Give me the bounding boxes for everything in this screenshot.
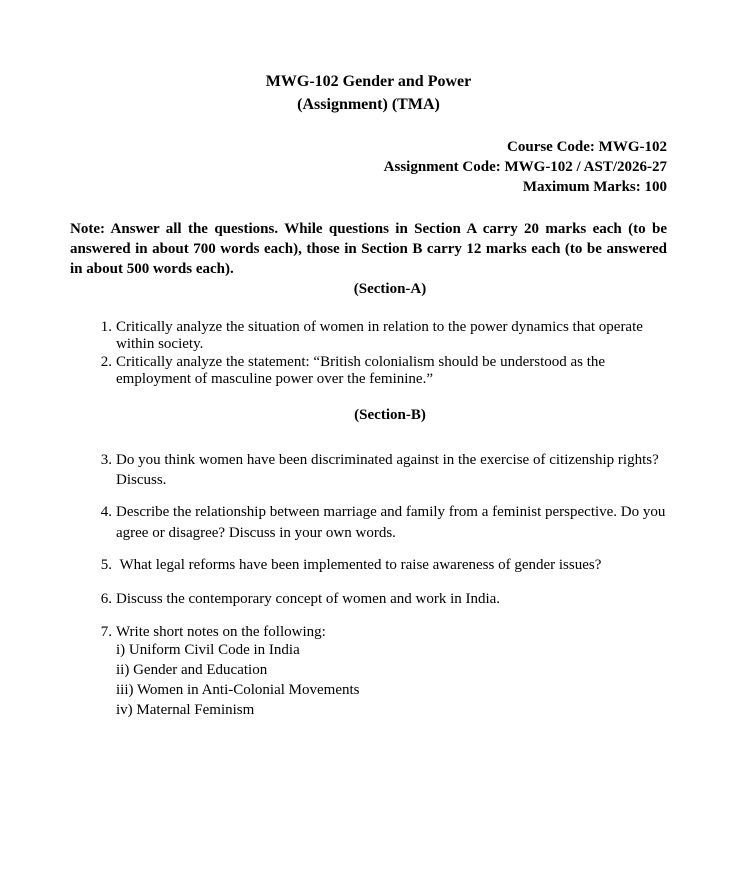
question-number: 1. [100, 319, 112, 335]
short-note-item: iii) Women in Anti-Colonial Movements [116, 682, 360, 698]
short-note-item: ii) Gender and Education [116, 662, 268, 678]
question-number: 3. [100, 452, 112, 468]
document-title: MWG-102 Gender and Power [265, 73, 472, 90]
short-note-item: iv) Maternal Feminism [116, 702, 255, 718]
section-a-heading: (Section-A) [353, 281, 427, 297]
question-number: 4. [100, 504, 112, 520]
question-text: Describe the relationship between marriage and family from a feminist perspective. Do you agree or disagree? Discuss in your own words. [116, 504, 666, 541]
question-text: Discuss the contemporary concept of women and work in India. [116, 591, 501, 607]
question-number: 2. [100, 354, 112, 370]
question-number: 6. [100, 591, 112, 607]
short-note-item: i) Uniform Civil Code in India [116, 642, 300, 658]
document-subtitle: (Assignment) (TMA) [297, 96, 440, 113]
question-text: Critically analyze the situation of women in relation to the power dynamics that operate within society. [116, 319, 643, 352]
question-text: What legal reforms have been implemented to raise awareness of gender issues? [116, 557, 602, 573]
question-text: Do you think women have been discriminated against in the exercise of citizenship rights? Discuss. [116, 452, 659, 488]
section-b-heading: (Section-B) [354, 407, 426, 423]
question-number: 5. [100, 557, 112, 573]
maximum-marks: Maximum Marks: 100 [522, 179, 667, 195]
course-code: Course Code: MWG-102 [507, 139, 667, 155]
assignment-code: Assignment Code: MWG-102 / AST/2026-27 [383, 159, 667, 175]
question-text: Write short notes on the following: [116, 624, 326, 640]
question-number: 7. [100, 624, 112, 640]
instructions-note: Note: Answer all the questions. While questions in Section A carry 20 marks each (to be answered in about 700 words each), those in Section B carry 12 marks each (to be answered in about 500 words each). [70, 221, 667, 277]
question-text: Critically analyze the statement: “British colonialism should be understood as the employment of masculine power over the feminine.” [116, 354, 606, 387]
